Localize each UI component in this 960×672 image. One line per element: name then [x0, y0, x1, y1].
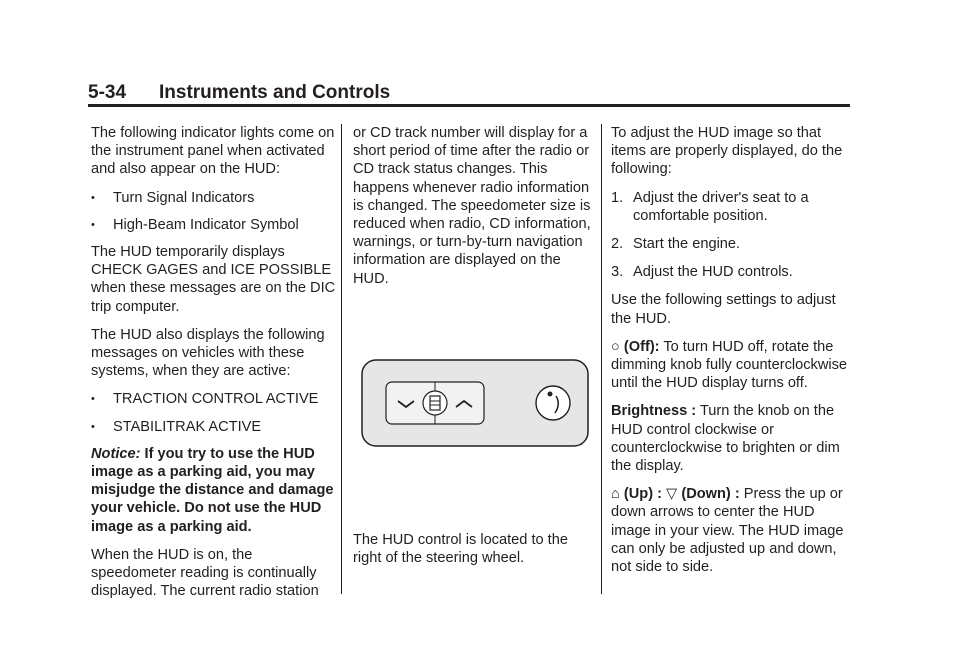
list-item: • High-Beam Indicator Symbol: [91, 216, 299, 233]
off-icon: ○: [611, 338, 620, 355]
hud-display-icon: [423, 391, 447, 415]
list-item: • STABILITRAK ACTIVE: [91, 418, 262, 435]
paragraph: The HUD temporarily displays CHECK GAGES and ICE POSSIBLE when these messages are on the DIC trip computer.: [91, 244, 336, 315]
hud-control-figure: [360, 358, 590, 448]
section-title: Instruments and Controls: [159, 82, 391, 103]
off-label: (Off):: [623, 338, 660, 355]
column-2: [353, 124, 598, 577]
paragraph: or CD track number will display for a short period of time after the radio or CD track status changes. This happens whenever radio information is changed. The speedometer size is reduced when radio, CD information, warnings, or turn-by-turn navigation information are displayed on the HUD.: [353, 125, 591, 287]
down-label: (Down) :: [681, 486, 740, 503]
brightness-label: Brightness :: [611, 403, 697, 420]
paragraph: The HUD also displays the following messages on vehicles with these systems, when they are active:: [91, 326, 325, 380]
brightness-setting: Brightness : Turn the knob on the HUD control clockwise or counterclockwise to brighten or dim the display.: [611, 403, 840, 475]
updown-setting: ⌂ (Up) : ▽ (Down) : Press the up or down arrows to center the HUD image in your view. The HUD image can only be adjusted up and down, not side to side.: [611, 486, 844, 576]
down-icon: ▽: [666, 486, 678, 503]
notice-text: If you try to use the HUD image as a parking aid, you may misjudge the distance and damage your vehicle. Do not use the HUD image as a parking aid.: [91, 445, 334, 535]
notice: [91, 445, 336, 536]
list-item: • TRACTION CONTROL ACTIVE: [91, 391, 319, 408]
up-icon: ⌂: [611, 486, 620, 503]
figure-caption: The HUD control is located to the right of the steering wheel.: [353, 532, 568, 567]
column-divider: [341, 124, 342, 594]
column-1: [91, 124, 336, 610]
paragraph: The following indicator lights come on the instrument panel when activated and also appear on the HUD:: [91, 125, 335, 178]
paragraph: To adjust the HUD image so that items are properly displayed, do the following:: [611, 125, 843, 178]
page-number: 5-34: [88, 82, 127, 103]
paragraph: Use the following settings to adjust the HUD.: [611, 292, 836, 327]
column-divider: [601, 124, 602, 594]
column-3: [611, 124, 856, 586]
list-item: 1. Adjust the driver's seat to a comfortable position.: [611, 189, 809, 224]
dimmer-knob-icon: [536, 386, 570, 420]
header-rule: [88, 104, 850, 107]
list-item: 3. Adjust the HUD controls.: [611, 264, 793, 281]
notice-label: Notice:: [91, 445, 141, 462]
off-setting: ○ (Off): To turn HUD off, rotate the dimming knob fully counterclockwise until the HUD display turns off.: [611, 338, 848, 392]
list-item: 2. Start the engine.: [611, 236, 741, 253]
list-item: • Turn Signal Indicators: [91, 189, 255, 206]
up-label: (Up) :: [623, 486, 662, 503]
paragraph: When the HUD is on, the speedometer reading is continually displayed. The current radio station: [91, 546, 319, 600]
